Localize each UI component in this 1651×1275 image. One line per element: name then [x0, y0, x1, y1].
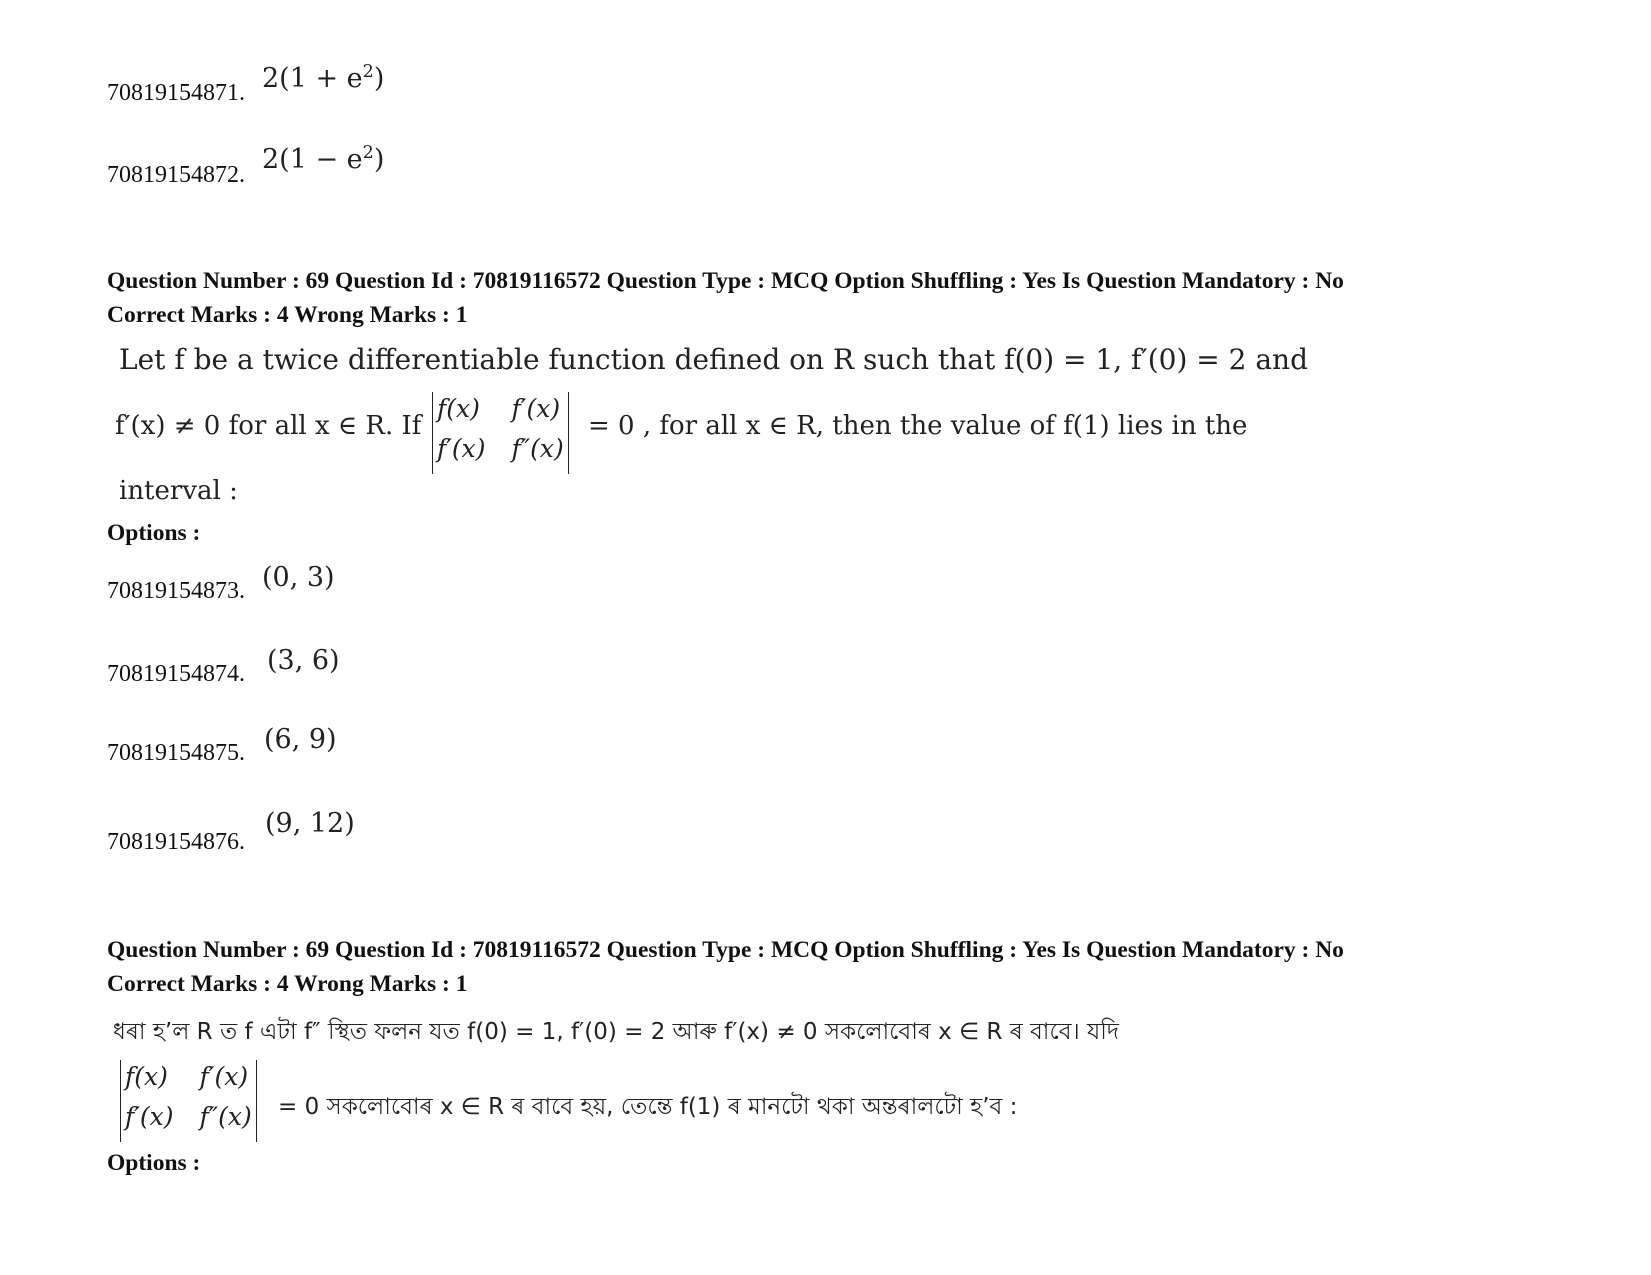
marks-line: Correct Marks : 4 Wrong Marks : 1 — [107, 971, 468, 997]
option-text: (6, 9) — [264, 724, 337, 755]
option-text: $2(1 - e^2)$ — [262, 143, 385, 175]
option-text: (3, 6) — [267, 645, 340, 676]
option-id: 70819154874. — [107, 661, 245, 687]
question-header: Question Number : 69 Question Id : 70819116572 Question Type : MCQ Option Shuffling : Yes Is Question Mandatory : No — [107, 268, 1344, 294]
option-text: $2(1 + e^2)$ — [262, 62, 385, 94]
det-cell: f′(x) — [199, 1062, 249, 1091]
options-label: Options : — [107, 1150, 201, 1176]
det-cell: f′(x) — [125, 1102, 174, 1131]
option-id: 70819154876. — [107, 829, 245, 855]
question-header: Question Number : 69 Question Id : 70819116572 Question Type : MCQ Option Shuffling : Yes Is Question Mandatory : No — [107, 937, 1344, 963]
question-text-line: ধৰা হ’ল R ত f এটা f″ স্থিত ফলন যত f(0) = 1, f′(0) = 2 আৰু f′(x) ≠ 0 সকলোবোৰ x ∈ R ৰ বাবে। যদি — [113, 1019, 1119, 1045]
marks-line: Correct Marks : 4 Wrong Marks : 1 — [107, 302, 468, 328]
option-id: 70819154872. — [107, 162, 245, 188]
det-cell: f(x) — [437, 394, 480, 423]
det-cell: f′(x) — [511, 394, 561, 423]
question-text-line: interval : — [119, 476, 238, 506]
question-text-line: Let f be a twice differentiable function defined on R such that f(0) = 1, f′(0) = 2 and — [119, 343, 1309, 376]
option-text: (0, 3) — [262, 562, 335, 593]
determinant — [120, 1060, 257, 1142]
det-cell: f(x) — [125, 1062, 168, 1091]
option-id: 70819154873. — [107, 578, 245, 604]
det-cell: f′(x) — [437, 434, 486, 463]
det-cell: f″(x) — [511, 434, 564, 463]
question-text-line: = 0 , for all x ∈ R, then the value of f(1) lies in the — [588, 411, 1248, 441]
options-label: Options : — [107, 520, 201, 546]
option-text: (9, 12) — [265, 808, 355, 839]
option-id: 70819154871. — [107, 80, 245, 106]
option-id: 70819154875. — [107, 740, 245, 766]
question-text-line: f′(x) ≠ 0 for all x ∈ R. If — [115, 411, 422, 441]
det-cell: f″(x) — [199, 1102, 252, 1131]
question-text-line: = 0 সকলোবোৰ x ∈ R ৰ বাবে হয়, তেন্তে f(1) ৰ মানটো থকা অন্তৰালটো হ’ব : — [278, 1094, 1018, 1120]
determinant — [432, 392, 569, 474]
